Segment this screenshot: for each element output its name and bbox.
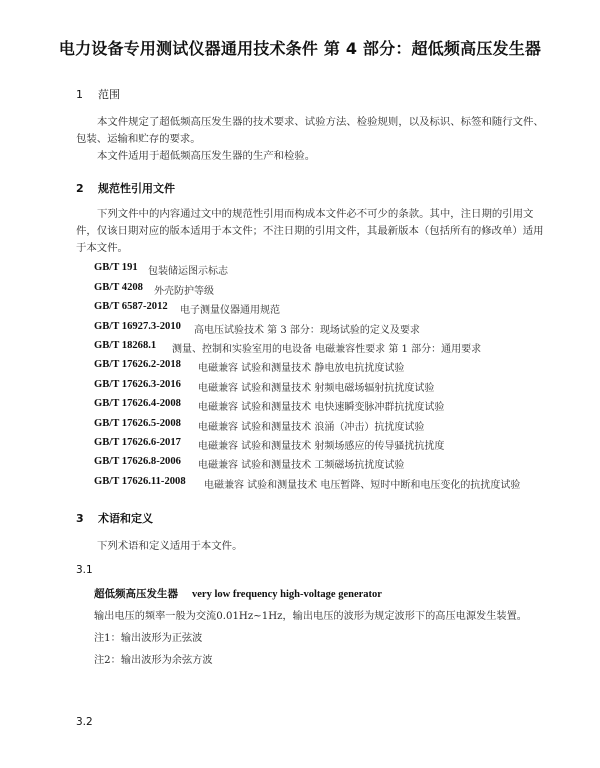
terms-intro: 下列术语和定义适用于本文件。	[97, 540, 243, 552]
term-english: very low frequency high-voltage generator	[192, 589, 382, 600]
scope-applicability: 本文件适用于超低频高压发生器的生产和检验。	[97, 150, 316, 162]
reference-code: GB/T 6587-2012	[94, 301, 168, 312]
reference-item	[94, 398, 445, 413]
section-title: 范围	[98, 88, 120, 101]
reference-title: 外壳防护等级	[154, 286, 214, 297]
section-number: 2	[76, 182, 84, 195]
reference-code: GB/T 17626.11-2008	[94, 476, 186, 487]
reference-code: GB/T 17626.8-2006	[94, 456, 181, 467]
reference-item	[94, 301, 280, 316]
section-title: 规范性引用文件	[98, 182, 175, 195]
term-definition: 输出电压的频率一般为交流0.01Hz~1Hz，输出电压的波形为规定波形下的高压电源发生装置。	[94, 611, 527, 622]
reference-item	[94, 437, 445, 452]
reference-code: GB/T 191	[94, 262, 138, 273]
term-entry	[94, 586, 382, 601]
term-note: 注1：输出波形为正弦波	[94, 633, 203, 644]
term-note: 注2：输出波形为余弦方波	[94, 655, 213, 666]
reference-code: GB/T 17626.4-2008	[94, 398, 181, 409]
document-title: 电力设备专用测试仪器通用技术条件 第 4 部分：超低频高压发生器	[58, 39, 542, 58]
reference-code: GB/T 16927.3-2010	[94, 321, 181, 332]
refs-intro: 下列文件中的内容通过文中的规范性引用而构成本文件必不可少的条款。其中，注日期的引用文件，仅该日期对应的版本适用于本文件；不注日期的引用文件，其最新版本（包括所有的修改单）适用于本文件。	[76, 208, 544, 254]
reference-item	[94, 282, 214, 297]
section-number: 3	[76, 512, 84, 525]
clause-number: 3.2	[76, 716, 93, 728]
reference-title: 电子测量仪器通用规范	[180, 305, 280, 316]
reference-item	[94, 418, 425, 433]
clause-number: 3.1	[76, 564, 93, 576]
section-2-heading	[76, 180, 175, 196]
reference-item	[94, 359, 405, 374]
reference-title: 电磁兼容 试验和测量技术 射频场感应的传导骚扰抗扰度	[198, 441, 445, 452]
term-chinese: 超低频高压发生器	[94, 588, 178, 600]
reference-code: GB/T 17626.3-2016	[94, 379, 181, 390]
reference-item	[94, 476, 521, 491]
reference-item	[94, 379, 435, 394]
section-3-heading	[76, 510, 153, 526]
reference-code: GB/T 17626.2-2018	[94, 359, 181, 370]
reference-item	[94, 456, 405, 471]
reference-item	[94, 321, 420, 336]
reference-title: 包装储运图示标志	[148, 266, 228, 277]
reference-title: 电磁兼容 试验和测量技术 工频磁场抗扰度试验	[198, 460, 405, 471]
section-number: 1	[76, 88, 83, 101]
reference-title: 电磁兼容 试验和测量技术 电压暂降、短时中断和电压变化的抗扰度试验	[204, 480, 521, 491]
reference-title: 电磁兼容 试验和测量技术 浪涌（冲击）抗扰度试验	[198, 422, 425, 433]
reference-title: 高电压试验技术 第 3 部分：现场试验的定义及要求	[194, 325, 420, 336]
section-title: 术语和定义	[98, 512, 153, 525]
reference-code: GB/T 18268.1	[94, 340, 157, 351]
reference-item	[94, 262, 228, 277]
reference-title: 测量、控制和实验室用的电设备 电磁兼容性要求 第 1 部分：通用要求	[172, 344, 482, 355]
scope-paragraph: 本文件规定了超低频高压发生器的技术要求、试验方法、检验规则，以及标识、标签和随行文件、包装、运输和贮存的要求。	[76, 116, 544, 145]
reference-title: 电磁兼容 试验和测量技术 静电放电抗扰度试验	[198, 363, 405, 374]
reference-code: GB/T 17626.5-2008	[94, 418, 181, 429]
reference-title: 电磁兼容 试验和测量技术 电快速瞬变脉冲群抗扰度试验	[198, 402, 445, 413]
section-1-heading	[76, 86, 120, 102]
reference-code: GB/T 4208	[94, 282, 143, 293]
reference-title: 电磁兼容 试验和测量技术 射频电磁场辐射抗扰度试验	[198, 383, 435, 394]
reference-code: GB/T 17626.6-2017	[94, 437, 181, 448]
reference-item	[94, 340, 482, 355]
